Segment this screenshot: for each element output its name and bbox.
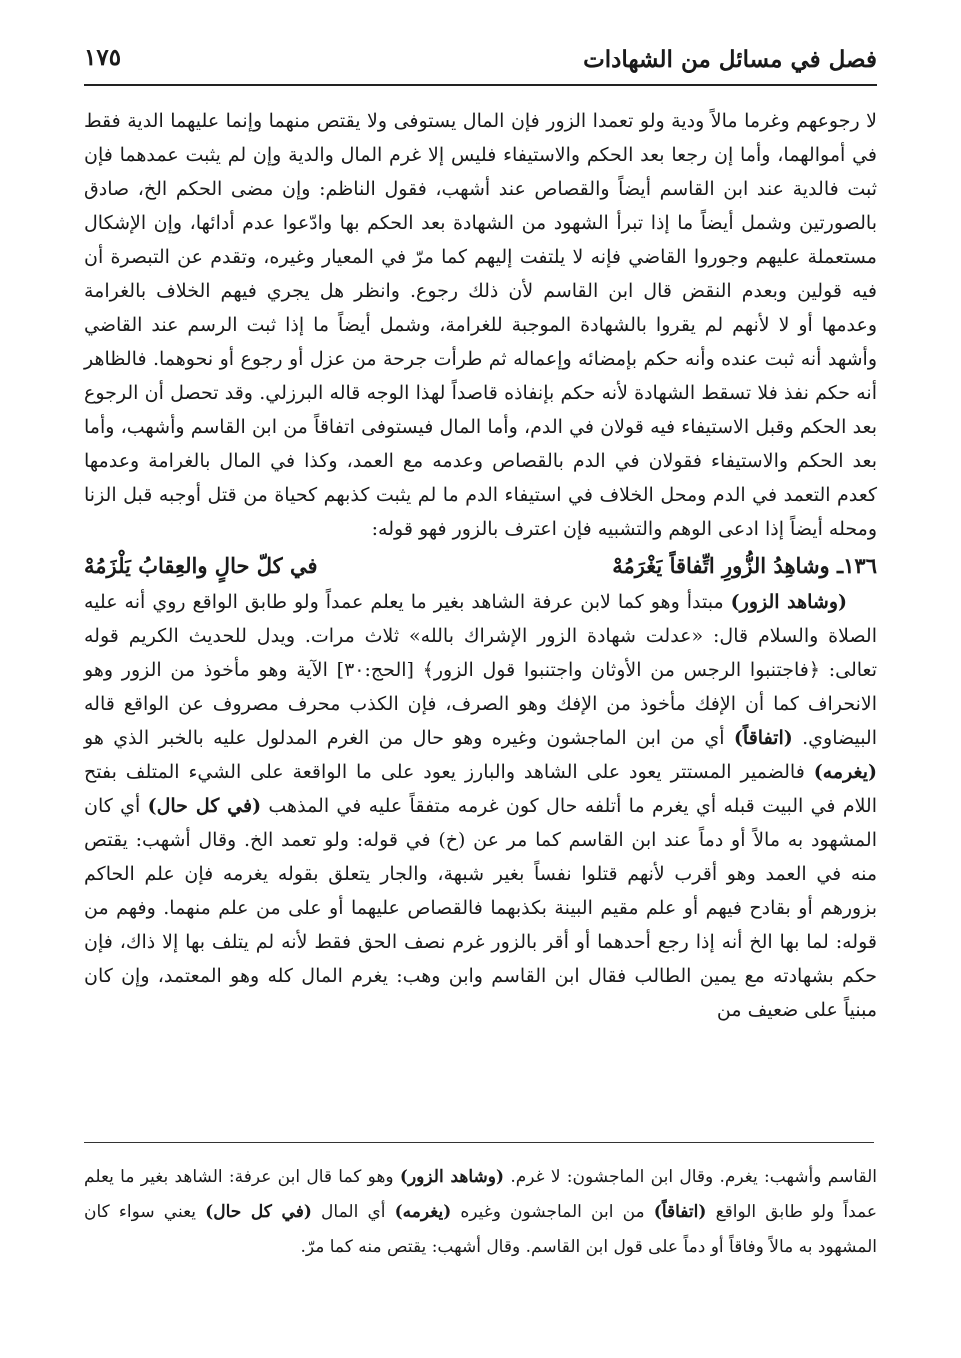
commentary-lemma: (في كل حال) — [147, 795, 262, 817]
commentary-text: أي كان المشهود به مالاً أو دماً عند ابن القاسم كما مر عن (خ) في قوله: ولو تعمد الخ. وقال أشهب: يقتص منه في العمد وهو أقرب لأنهم قتلوا نفساً بغير شبهة، والجار يتعلق بقوله يغرمه فإن علم الحاكم بزورهم أو بقادح فيهم أو علم مقيم البينة بكذبهما فالقصاص عليهما أو على من علم منهما. وفهم من قوله: لما بها الخ أنه إذا رجع أحدهما أو أقر بالزور غرم نصف الحق فقط لأنه لم يتلف بها إلا ذاك، فإن حكم بشهادته مع يمين الطالب فقال ابن القاسم وابن وهب: يغرم المال كله وهو المعتمد، وإن كان مبنياً على ضعيف من — [84, 795, 877, 1021]
commentary-lemma: (وشاهد الزور) — [730, 591, 847, 613]
footnote — [84, 1160, 877, 1265]
header-rule — [84, 84, 877, 86]
commentary-text: مبتدأ وهو كما لابن عرفة الشاهد بغير ما يعلم عمداً ولو طابق الواقع روي أنه عليه الصلاة والسلام قال: «عدلت شهادة الزور الإشراك بالله» ثلاث مرات. ويدل للحديث الكريم قوله تعالى: ﴿فاجتنبوا الرجس من الأوثان واجتنبوا قول الزور﴾ [الحج:٣٠] الآية وهو مأخوذ من الزور وهو الانحراف كما أن الإفك مأخوذ من الإفك وهو الصرف، فإن الكذب محرف مصروف عن الواقع قاله البيضاوي. — [84, 591, 877, 749]
poem-verse — [84, 549, 877, 583]
commentary-text: فالضمير المستتر يعود على الشاهد والبارز يعود على ما الواقعة على الشيء المتلف بفتح اللام في البيت قبله أي يغرم ما أتلفه حال كون غرمه متفقاً عليه في المذهب — [84, 761, 877, 817]
body-paragraph: لا رجوعهم وغرما مالاً ودية ولو تعمدا الزور فإن المال يستوفى ولا يقتص منهما وإنما عليهما الدية فقط في أموالهما، وأما إن رجعا بعد الحكم والاستيفاء فليس إلا غرم المال والدية وإن لم يثبت عمدهما فإن ثبت فالدية عند ابن القاسم أيضاً والقصاص عند أشهب، فقول الناظم: وإن مضى الحكم الخ، صادق بالصورتين وشمل أيضاً ما إذا تبرأ الشهود من الشهادة بعد الحكم بها وادّعوا عدم أدائها، وإن الإشكال مستعملة عليهم وجوروا القاضي فإنه لا يلتفت إليهم كما مرّ في المعيار وغيره، وتقدم عن التبصرة أن فيه قولين وبعدم النقض قال ابن القاسم لأن ذلك رجوع. وانظر هل يجري فيهم الخلاف بالغرامة وعدمها أو لا لأنهم لم يقروا بالشهادة الموجبة للغرامة، وشمل أيضاً ما إذا ثبت الرسم عند القاضي وأشهد أنه ثبت عنده وأنه حكم بإمضائه وإعماله ثم طرأت جرحة من عزل أو رجوع أو نحوهما. فالظاهر أنه حكم نفذ فلا تسقط الشهادة لأنه حكم بإنفاذه قاصداً لهذا الوجه قاله البرزلي. وقد تحصل أن الرجوع بعد الحكم وقبل الاستيفاء فيه قولان في الدم، وأما المال فيستوفى اتفاقاً من ابن القاسم وأشهب، وأما بعد الحكم والاستيفاء فقولان في الدم بالقصاص وعدمه مع العمد، وكذا في المال بالغرامة وعدمها كعدم التعمد في الدم ومحل الخلاف في استيفاء الدم ما لم يثبت كذبهم كحياة من قتل أوجبه قبل الزنا ومحله أيضاً إذا ادعى الوهم والتشبيه فإن اعترف بالزور فهو قوله: — [84, 110, 877, 540]
footnote-text: يعني سواء كان المشهود به مالاً وفاقاً أو دماً على قول ابن القاسم. وقال أشهب: يقتص منه كما مرّ. — [84, 1202, 877, 1257]
footnote-lemma: (في كل حال) — [205, 1202, 312, 1222]
verse-second-hemistich: في كلّ حالٍ والعِقابُ يَلْزَمُهْ — [84, 553, 318, 578]
footnote-lemma: (يغرمه) — [394, 1202, 452, 1222]
footnote-text: أي المال — [311, 1202, 395, 1222]
page-number: ١٧٥ — [84, 44, 122, 71]
commentary-lemma: (يغرمه) — [813, 761, 877, 783]
footnote-paragraph — [84, 1160, 877, 1265]
footnote-text: القاسم وأشهب: يغرم. وقال ابن الماجشون: لا غرم. — [504, 1167, 877, 1187]
footnote-text: من ابن الماجشون وغيره — [451, 1202, 654, 1222]
commentary-paragraph — [84, 585, 877, 1027]
commentary-lemma: (اتفاقاً) — [733, 727, 793, 749]
page-header — [84, 40, 877, 88]
verse-first-hemistich: ١٣٦ـ وشاهِدُ الزُّورِ اتِّفاقاً يَغْرَمُهْ — [612, 553, 877, 578]
footnote-lemma: (وشاهد الزور) — [399, 1167, 505, 1187]
chapter-title: فصل في مسائل من الشهادات — [583, 46, 877, 73]
footnote-separator — [84, 1142, 874, 1143]
main-text — [84, 104, 877, 1027]
commentary-text: أي من ابن الماجشون وغيره وهو حال من الغرم المدلول عليه بالخبر الذي هو — [84, 727, 734, 749]
footnote-lemma: (اتفاقاً) — [653, 1202, 707, 1222]
footnote-text: وهو كما قال ابن عرفة: الشاهد بغير ما يعلم عمداً ولو طابق الواقع — [84, 1167, 877, 1222]
